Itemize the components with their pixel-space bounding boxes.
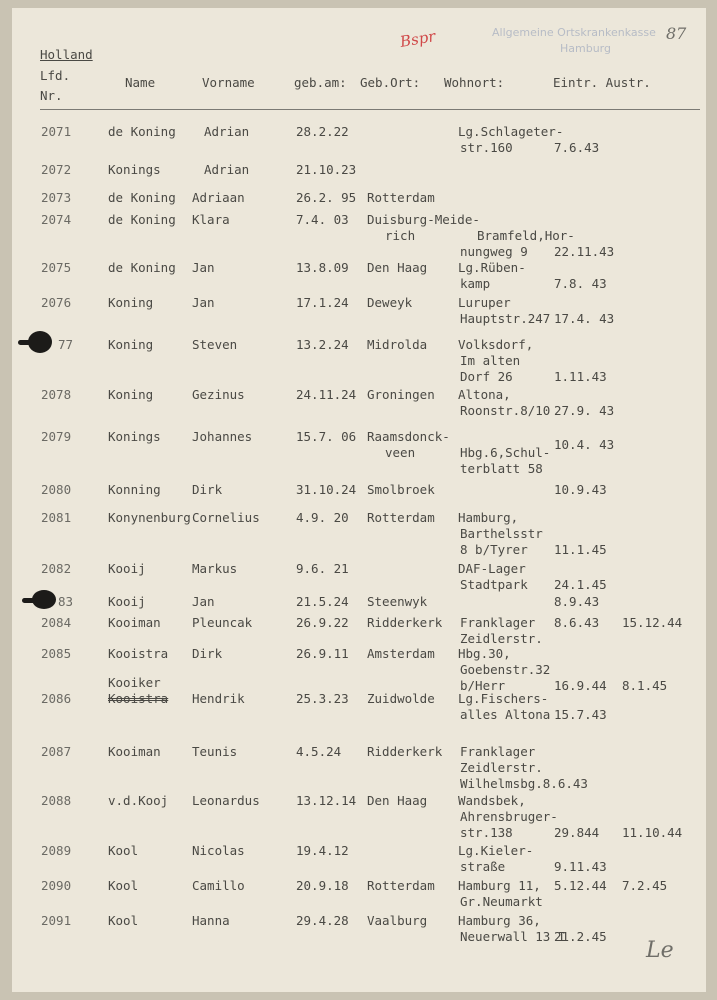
row-name: Konning <box>108 482 161 497</box>
row-wohnort: Lg.Kieler- <box>458 843 534 858</box>
row-geb-ort: Raamsdonck- <box>367 429 450 444</box>
row-number: 2089 <box>41 843 72 858</box>
row-geb-am: 15.7. 06 <box>296 429 357 444</box>
header-lfd: Lfd. <box>40 68 71 83</box>
row-name: Kooij <box>108 561 146 576</box>
row-austr: 7.2.45 <box>622 878 668 893</box>
row-wohnort: Lg.Schlageter- <box>458 124 564 139</box>
row-eintr: 21.2.45 <box>554 929 607 944</box>
row-geb-am: 24.11.24 <box>296 387 357 402</box>
row-name: Konynenburg <box>108 510 191 525</box>
row-eintr: 1.11.43 <box>554 369 607 384</box>
row-number: 2075 <box>41 260 72 275</box>
row-name: de Koning <box>108 124 176 139</box>
row-geb-am: 4.5.24 <box>296 744 342 759</box>
row-name-struck: Kooistra <box>108 691 169 706</box>
row-geb-am: 26.9.11 <box>296 646 349 661</box>
row-wohnort-line-2: Stadtpark <box>460 577 528 592</box>
row-eintr: 10.4. 43 <box>554 437 615 452</box>
row-vorname: Steven <box>192 337 238 352</box>
row-name: Kool <box>108 913 139 928</box>
row-wohnort-line-2: Ahrensbruger- <box>460 809 558 824</box>
row-geb-am: 13.2.24 <box>296 337 349 352</box>
header-eintr-austr: Eintr. Austr. <box>553 75 651 90</box>
row-number: 2082 <box>41 561 72 576</box>
row-wohnort-line-2: Gr.Neumarkt <box>460 894 543 909</box>
row-austr: 15.12.44 <box>622 615 683 630</box>
row-geb-am: 25.3.23 <box>296 691 349 706</box>
row-name: Koning <box>108 295 154 310</box>
row-number: 2081 <box>41 510 72 525</box>
row-wohnort-line-2: Hbg.6,Schul- <box>460 445 551 460</box>
row-geb-ort: Rotterdam <box>367 190 435 205</box>
row-geb-ort: Groningen <box>367 387 435 402</box>
row-wohnort-line-3: str.138 <box>460 825 513 840</box>
row-vorname: Cornelius <box>192 510 260 525</box>
row-name: Koning <box>108 337 154 352</box>
row-name: Kooistra <box>108 646 169 661</box>
row-wohnort: Hbg.30, <box>458 646 511 661</box>
row-geb-ort: Zuidwolde <box>367 691 435 706</box>
header-vorname: Vorname <box>202 75 255 90</box>
row-geb-am: 21.5.24 <box>296 594 349 609</box>
row-vorname: Pleuncak <box>192 615 253 630</box>
row-wohnort-line-2: Neuerwall 13 I <box>460 929 566 944</box>
row-geb-am: 19.4.12 <box>296 843 349 858</box>
ink-smear <box>18 340 38 345</box>
row-geb-ort: Den Haag <box>367 793 428 808</box>
row-vorname: Adrian <box>204 124 250 139</box>
stamp-line-2: Hamburg <box>560 42 611 55</box>
row-number: 2080 <box>41 482 72 497</box>
row-name: Konings <box>108 162 161 177</box>
row-number: 2071 <box>41 124 72 139</box>
row-vorname: Adrian <box>204 162 250 177</box>
row-geb-ort: Deweyk <box>367 295 413 310</box>
row-wohnort: Franklager <box>460 615 536 630</box>
document-page <box>12 8 706 992</box>
row-name: de Koning <box>108 260 176 275</box>
row-vorname: Dirk <box>192 482 223 497</box>
row-geb-am: 20.9.18 <box>296 878 349 893</box>
ink-smear <box>22 598 40 603</box>
header-geb-am: geb.am: <box>294 75 347 90</box>
row-name: v.d.Kooj <box>108 793 169 808</box>
row-geb-am: 13.12.14 <box>296 793 357 808</box>
row-eintr: 8.9.43 <box>554 594 600 609</box>
stamp-line-1: Allgemeine Ortskrankenkasse <box>492 26 656 39</box>
row-geb-am: 28.2.22 <box>296 124 349 139</box>
row-geb-ort: Den Haag <box>367 260 428 275</box>
row-number: 2088 <box>41 793 72 808</box>
row-geb-am: 4.9. 20 <box>296 510 349 525</box>
row-wohnort-line-2: Goebenstr.32 <box>460 662 551 677</box>
header-name: Name <box>125 75 156 90</box>
row-geb-ort-line-2: rich <box>385 228 416 243</box>
row-geb-am: 26.2. 95 <box>296 190 357 205</box>
row-geb-am: 7.4. 03 <box>296 212 349 227</box>
row-geb-am: 13.8.09 <box>296 260 349 275</box>
row-vorname: Jan <box>192 295 215 310</box>
row-name: Kool <box>108 843 139 858</box>
row-eintr: 24.1.45 <box>554 577 607 592</box>
row-name: Kool <box>108 878 139 893</box>
row-eintr: 8.6.43 <box>554 615 600 630</box>
header-nr: Nr. <box>40 88 63 103</box>
row-number: 2087 <box>41 744 72 759</box>
row-vorname: Gezinus <box>192 387 245 402</box>
row-eintr: 29.844 <box>554 825 600 840</box>
row-eintr: 5.12.44 <box>554 878 607 893</box>
row-wohnort: DAF-Lager <box>458 561 526 576</box>
header-rule <box>40 109 700 110</box>
row-geb-am: 9.6. 21 <box>296 561 349 576</box>
row-number: 2086 <box>41 691 72 706</box>
row-wohnort-line-3: Dorf 26 <box>460 369 513 384</box>
row-geb-ort: Vaalburg <box>367 913 428 928</box>
row-wohnort-line-2: Zeidlerstr. <box>460 760 543 775</box>
row-austr: 11.10.44 <box>622 825 683 840</box>
row-eintr: 22.11.43 <box>554 244 615 259</box>
row-vorname: Jan <box>192 260 215 275</box>
row-geb-ort: Duisburg-Meide- <box>367 212 480 227</box>
row-number: 2084 <box>41 615 72 630</box>
row-vorname: Hendrik <box>192 691 245 706</box>
row-vorname: Johannes <box>192 429 253 444</box>
country-heading: Holland <box>40 47 93 62</box>
red-handwritten-mark: Bspr <box>398 27 437 51</box>
row-wohnort: Lg.Rüben- <box>458 260 526 275</box>
row-vorname: Markus <box>192 561 238 576</box>
row-number: 2073 <box>41 190 72 205</box>
row-vorname: Jan <box>192 594 215 609</box>
row-eintr: 9.11.43 <box>554 859 607 874</box>
row-wohnort: Wandsbek, <box>458 793 526 808</box>
row-vorname: Leonardus <box>192 793 260 808</box>
row-name: de Koning <box>108 212 176 227</box>
row-number: 2091 <box>41 913 72 928</box>
row-number: 2074 <box>41 212 72 227</box>
row-wohnort-line-2: kamp <box>460 276 491 291</box>
row-name: Kooiman <box>108 615 161 630</box>
row-number: 2090 <box>41 878 72 893</box>
row-geb-ort-line-2: veen <box>385 445 416 460</box>
row-number: 2076 <box>41 295 72 310</box>
page-number: 87 <box>666 24 687 43</box>
row-geb-ort: Amsterdam <box>367 646 435 661</box>
row-name: Kooij <box>108 594 146 609</box>
row-name: Kooiman <box>108 744 161 759</box>
row-wohnort-line-2: Im alten <box>460 353 521 368</box>
row-vorname: Nicolas <box>192 843 245 858</box>
row-wohnort-line-3: terblatt 58 <box>460 461 543 476</box>
row-name: Koning <box>108 387 154 402</box>
row-vorname: Adriaan <box>192 190 245 205</box>
row-geb-am: 31.10.24 <box>296 482 357 497</box>
row-number: 2078 <box>41 387 72 402</box>
row-number: 2079 <box>41 429 72 444</box>
row-geb-ort: Rotterdam <box>367 510 435 525</box>
row-wohnort-line-2: Bramfeld,Hor- <box>477 228 575 243</box>
row-vorname: Hanna <box>192 913 230 928</box>
row-number: 83 <box>58 594 74 609</box>
row-geb-ort: Ridderkerk <box>367 615 443 630</box>
row-wohnort: Altona, <box>458 387 511 402</box>
row-vorname: Camillo <box>192 878 245 893</box>
row-wohnort-line-2: straße <box>460 859 506 874</box>
row-number: 77 <box>58 337 74 352</box>
row-wohnort-line-2: str.160 <box>460 140 513 155</box>
row-geb-am: 26.9.22 <box>296 615 349 630</box>
row-wohnort-line-2: Roonstr.8/10 <box>460 403 551 418</box>
row-wohnort: Hamburg 36, <box>458 913 541 928</box>
row-geb-ort: Midrolda <box>367 337 428 352</box>
row-eintr: 7.6.43 <box>554 140 600 155</box>
row-vorname: Dirk <box>192 646 223 661</box>
row-geb-am: 29.4.28 <box>296 913 349 928</box>
row-wohnort-line-2: Zeidlerstr. <box>460 631 543 646</box>
row-wohnort-line-2: alles Altona <box>460 707 551 722</box>
row-wohnort-line-3: nungweg 9 <box>460 244 528 259</box>
row-geb-ort: Rotterdam <box>367 878 435 893</box>
row-geb-ort: Steenwyk <box>367 594 428 609</box>
row-wohnort-line-2: Hauptstr.247 <box>460 311 551 326</box>
row-vorname: Klara <box>192 212 230 227</box>
row-wohnort: Lg.Fischers- <box>458 691 549 706</box>
row-geb-am: 21.10.23 <box>296 162 357 177</box>
row-name: de Koning <box>108 190 176 205</box>
row-vorname: Teunis <box>192 744 238 759</box>
row-wohnort: Hamburg, <box>458 510 519 525</box>
row-wohnort-line-3: Wilhelmsbg.8.6.43 <box>460 776 588 791</box>
row-eintr: 17.4. 43 <box>554 311 615 326</box>
row-wohnort-line-2: Barthelsstr <box>460 526 543 541</box>
row-wohnort: Franklager <box>460 744 536 759</box>
header-geb-ort: Geb.Ort: <box>360 75 421 90</box>
row-number: 2085 <box>41 646 72 661</box>
row-geb-am: 17.1.24 <box>296 295 349 310</box>
row-wohnort: Hamburg 11, <box>458 878 541 893</box>
row-wohnort: Volksdorf, <box>458 337 534 352</box>
row-wohnort: Luruper <box>458 295 511 310</box>
row-number: 2072 <box>41 162 72 177</box>
row-eintr: 16.9.44 <box>554 678 607 693</box>
row-geb-ort: Ridderkerk <box>367 744 443 759</box>
row-eintr: 27.9. 43 <box>554 403 615 418</box>
row-eintr: 10.9.43 <box>554 482 607 497</box>
row-eintr: 7.8. 43 <box>554 276 607 291</box>
row-eintr: 11.1.45 <box>554 542 607 557</box>
header-wohnort: Wohnort: <box>444 75 505 90</box>
row-eintr: 15.7.43 <box>554 707 607 722</box>
row-wohnort-line-3: b/Herr <box>460 678 506 693</box>
row-wohnort-line-3: 8 b/Tyrer <box>460 542 528 557</box>
row-name: Konings <box>108 429 161 444</box>
row-geb-ort: Smolbroek <box>367 482 435 497</box>
pencil-mark: Le <box>646 938 674 963</box>
row-austr: 8.1.45 <box>622 678 668 693</box>
row-name: Kooiker <box>108 675 161 690</box>
